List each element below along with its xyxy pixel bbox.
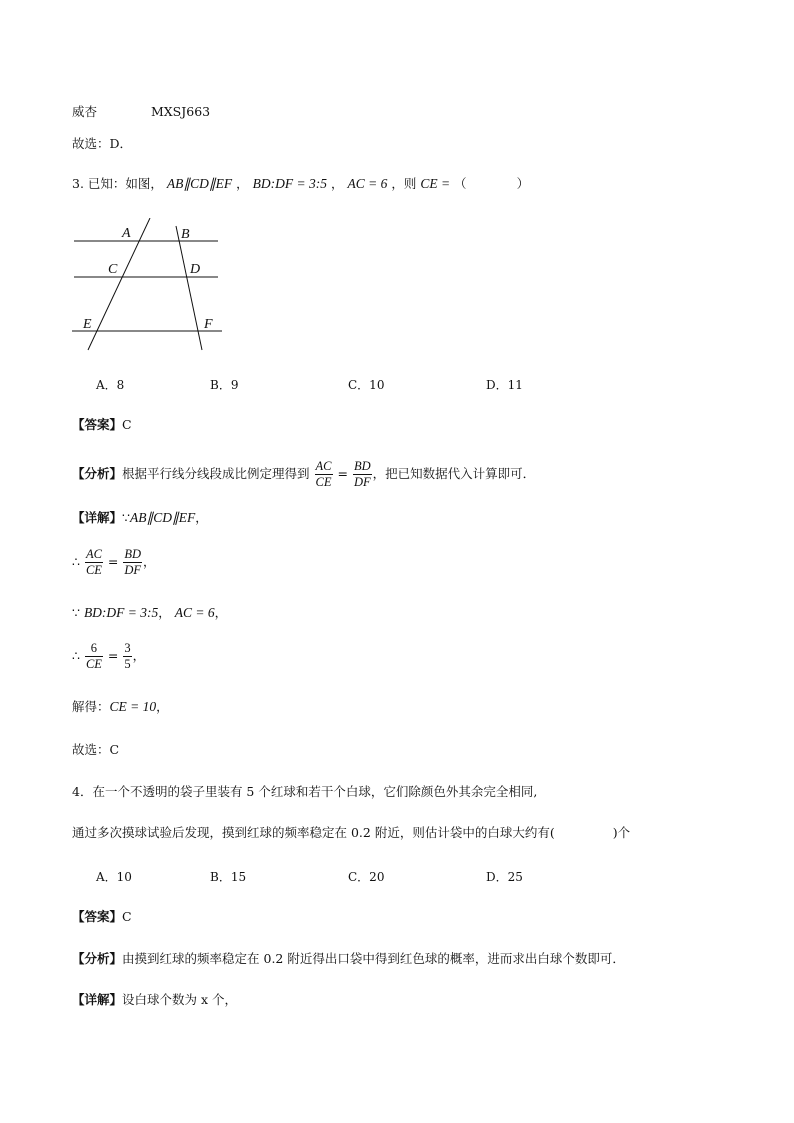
comma: ， [156,699,169,714]
equals-sign: = [107,554,119,569]
fraction-ac-ce: $\frac{AC}{CE}$ [85,547,102,577]
q3-sep1: ， [236,176,249,191]
header-right: MXSJ663 [150,104,211,119]
q4-answer [72,909,132,925]
q3-answer-tag: 【答案】 [72,417,123,432]
comma: ， [214,605,228,620]
q3-option-b: B．9 [210,378,239,392]
q4-stem-line2 [72,825,630,841]
label-c: C [108,262,118,277]
q3-cond1: AB∥CD∥EF [166,176,233,191]
q2-choice: 故选：D． [72,136,133,151]
therefore-symbol: ∴ [72,554,80,569]
q3-solve [72,699,169,715]
because-symbol: ∵ [122,510,130,525]
q3-option-c: C．10 [348,378,385,392]
fraction-6-ce: $\frac{6}{CE}$ [85,641,102,671]
q3-choice: 故选：C [72,742,120,757]
q3-analysis-post: ，把已知数据代入计算即可． [372,466,536,481]
parallel-lines-figure [68,218,228,354]
q4-option-a: A．10 [96,870,132,884]
q4-detail-text: 设白球个数为 x 个， [122,992,238,1007]
header-left: 威杏 [72,104,98,119]
q4-analysis [72,951,625,967]
q4-detail-tag: 【详解】 [72,992,123,1007]
q4-answer-tag: 【答案】 [72,909,123,924]
therefore-symbol: ∴ [72,648,80,663]
fraction-ac-ce: $\frac{AC}{CE}$ [315,459,332,489]
q3-option-a: A．8 [96,378,125,392]
q3-analysis [72,458,535,490]
q3-cond2: BD:DF = 3:5 [252,176,327,191]
q4-option-c: C．20 [348,870,385,884]
q3-detail-line3 [72,605,227,621]
q4-option-d: D．25 [486,870,523,884]
q3-answer [72,417,132,433]
q3-detail-line4 [72,640,145,672]
because-symbol: ∵ [72,605,80,620]
q4-detail [72,992,237,1008]
q3-paren-open: （ [454,176,467,191]
q3-solve-label: 解得： [72,699,110,714]
fraction-bd-df: $\frac{BD}{DF}$ [124,547,142,577]
q4-answer-value: C [122,909,132,924]
q3-detail-line1 [72,510,208,526]
q4-stem-line2-pre: 通过多次摸球试验后发现，摸到红球的频率稳定在 0.2 附近，则估计袋中的白球大约有( [72,825,555,840]
q3-detail-comma: ， [195,510,208,525]
equals-sign: = [337,466,348,481]
q3-ask: CE = [420,176,451,191]
q3-cond3: AC = 6 [347,176,388,191]
q4-stem-line1: 4．在一个不透明的袋子里装有 5 个红球和若干个白球，它们除颜色外其余完全相同, [72,784,538,799]
q3-detail-cond: AB∥CD∥EF [129,510,196,525]
q3-solve-value: CE = 10 [109,699,157,714]
q3-detail-line2 [72,546,156,578]
q4-option-b: B．15 [210,870,247,884]
q3-stem-mid: ，则 [391,176,417,191]
label-a: A [122,226,131,241]
fraction-3-5: $\frac{3}{5}$ [124,641,131,671]
q3-sep2: ， [330,176,344,191]
comma: ， [158,605,171,620]
transversal-ace [88,218,150,350]
q3-detail-tag: 【详解】 [72,510,123,525]
comma: ， [143,554,156,569]
q3-step2-cond1: BD:DF = 3:5 [83,605,159,620]
header [72,104,210,120]
fraction-bd-df: $\frac{BD}{DF}$ [353,459,371,489]
label-f: F [204,317,213,332]
q3-step2-cond2: AC = 6 [174,605,215,620]
q3-option-d: D．11 [486,378,523,392]
q4-stem-line2-post: )个 [612,825,631,840]
equals-sign: = [107,648,119,663]
comma: ， [132,648,146,663]
label-e: E [83,317,92,332]
q3-answer-value: C [122,417,132,432]
q4-analysis-text: 由摸到红球的频率稳定在 0.2 附近得出口袋中得到红色球的概率，进而求出白球个数即可． [122,951,625,966]
q3-stem-prefix: 3. 已知：如图， [72,176,163,191]
q3-analysis-tag: 【分析】 [72,466,123,481]
label-d: D [190,262,201,277]
q3-analysis-pre: 根据平行线分线段成比例定理得到 [122,466,310,481]
q3-stem [72,176,529,192]
label-b: B [181,227,190,242]
q3-paren-close: ） [516,176,530,191]
q4-analysis-tag: 【分析】 [72,951,123,966]
